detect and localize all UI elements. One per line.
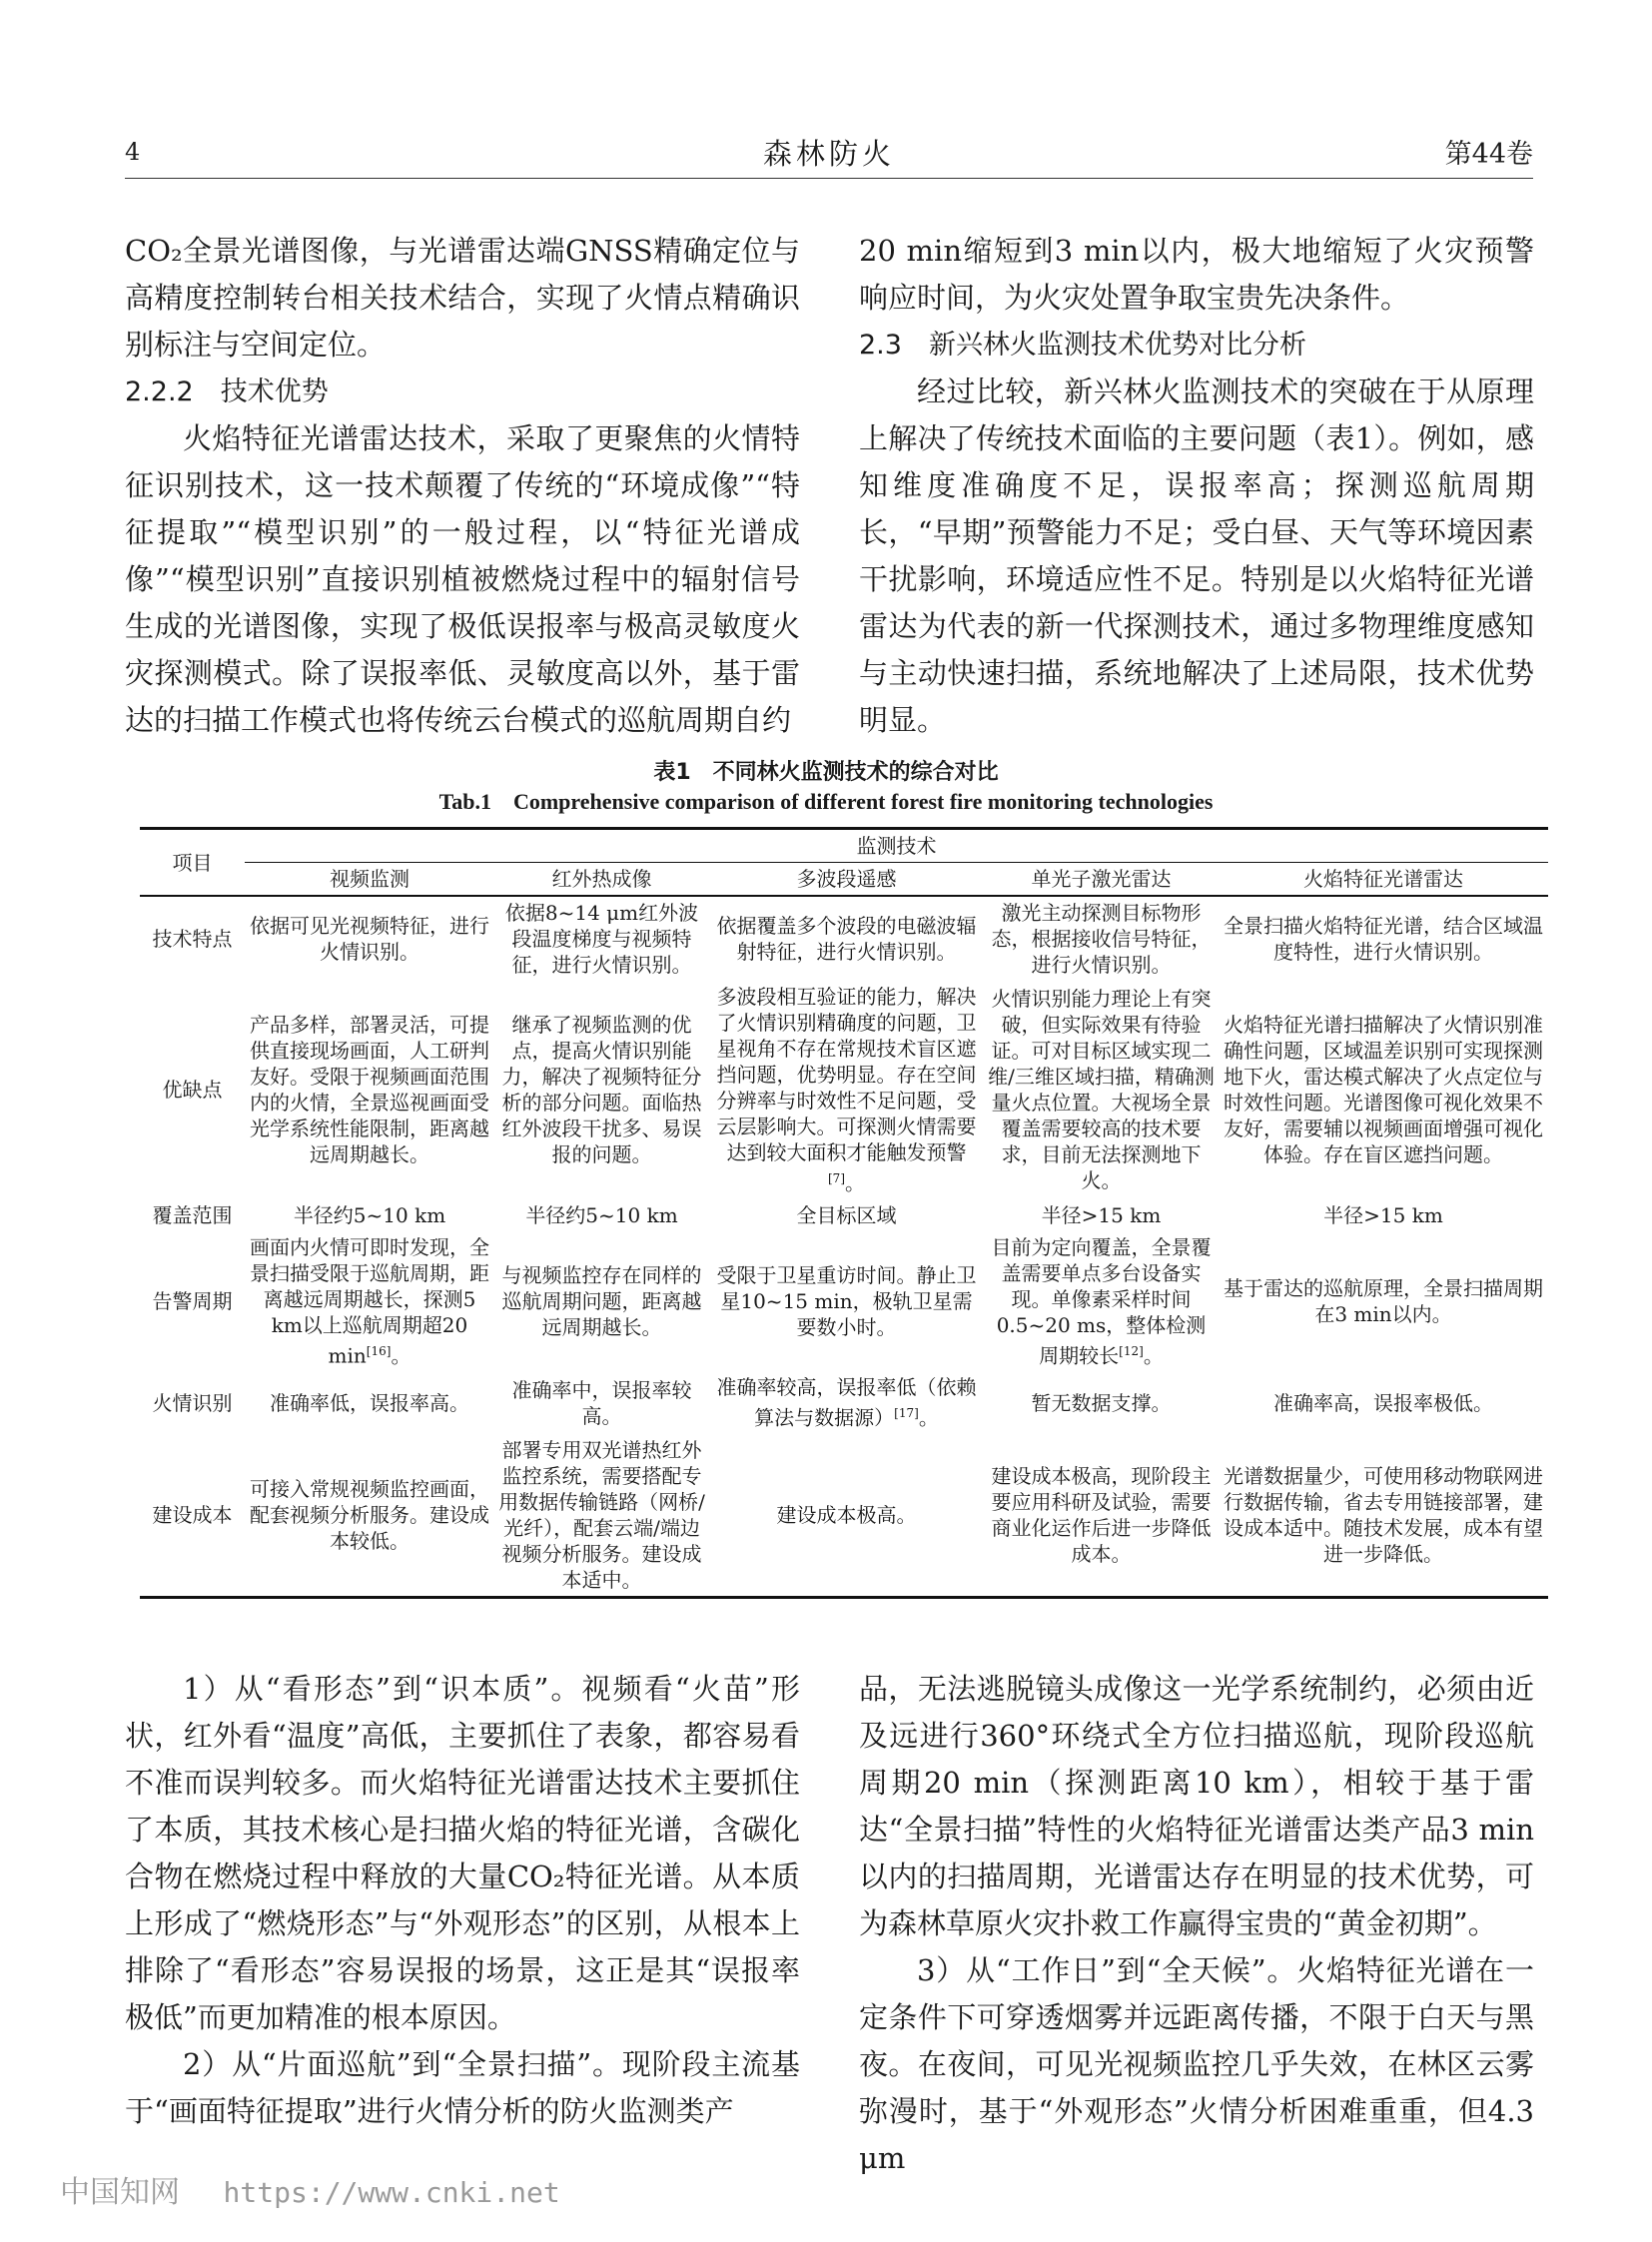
- table-cell: 受限于卫星重访时间。静止卫星10~15 min，极轨卫星需要数小时。: [716, 1262, 977, 1339]
- row-label: 技术特点: [152, 927, 233, 951]
- section-heading: 2.2.2 技术优势: [125, 376, 329, 407]
- paragraph: CO₂全景光谱图像，与光谱雷达端GNSS精确定位与高精度控制转台相关技术结合，实现了火情点精确识别标注与空间定位。: [125, 234, 800, 362]
- table-cell: 火情识别能力理论上有突破，但实际效果有待验证。可对目标区域实现二维/三维区域扫描，精确测量火点位置。大视场全景覆盖需要较高的技术要求，目前无法探测地下火。: [988, 987, 1215, 1193]
- table-cell: 准确率低，误报率高。: [270, 1390, 469, 1415]
- row-label: 覆盖范围: [152, 1202, 233, 1227]
- table-row: [140, 1199, 1548, 1231]
- table-cell: 部署专用双光谱热红外监控系统，需要搭配专用数据传输链路（网桥/光纤），配套云端/端边视频分析服务。建设成本适中。: [498, 1437, 705, 1592]
- table-cell: 准确率高，误报率极低。: [1273, 1390, 1493, 1415]
- table-row: [140, 1371, 1548, 1434]
- table-cell: 画面内火情可即时发现，全景扫描受限于巡航周期，距离越远周期越长，探测5 km以上巡航周期超20 min[16]。: [250, 1234, 489, 1368]
- table-row: [140, 1231, 1548, 1372]
- table-cell: 产品多样，部署灵活，可提供直接现场画面，人工研判友好。受限于视频画面范围内的火情，全景巡视画面受光学系统性能限制，距离越远周期越长。: [250, 1013, 489, 1167]
- table-cell: 建设成本极高，现阶段主要应用科研及试验，需要商业化运作后进一步降低成本。: [991, 1463, 1212, 1566]
- left-column-bottom: [125, 1666, 800, 2135]
- column-header: 红外热成像: [551, 867, 652, 891]
- row-label: 火情识别: [152, 1390, 233, 1415]
- table-cell: 依据覆盖多个波段的电磁波辐射特征，进行火情识别。: [716, 914, 977, 964]
- running-header: [125, 132, 1533, 172]
- table-caption-en: Tab.1 Comprehensive comparison of different forest fire monitoring technologies: [438, 789, 1214, 814]
- header-rule: [125, 178, 1533, 179]
- paragraph: 品，无法逃脱镜头成像这一光学系统制约，必须由近及远进行360°环绕式全方位扫描巡航，现阶段巡航周期20 min（探测距离10 km），相较于基于雷达“全景扫描”特性的火焰特征光谱雷达类产品3 min以内的扫描周期，光谱雷达存在明显的技术优势，可为森林草原火灾扑救工作赢得宝贵的“黄金初期”。: [859, 1672, 1534, 1940]
- table-cell: 半径约5~10 km: [293, 1202, 446, 1227]
- table-row: [140, 981, 1548, 1199]
- table-cell: 可接入常规视频监控画面，配套视频分析服务。建设成本较低。: [250, 1476, 489, 1553]
- paragraph: 20 min缩短到3 min以内，极大地缩短了火灾预警响应时间，为火灾处置争取宝贵先决条件。: [859, 234, 1534, 315]
- table-row: [140, 896, 1548, 981]
- table-cell: 半径约5~10 km: [525, 1202, 678, 1227]
- table-cell: 多波段相互验证的能力，解决了火情识别精确度的问题，卫星视角不存在常规技术盲区遮挡问题，优势明显。存在空间分辨率与时效性不足问题，受云层影响大。可探测火情需要达到较大面积才能触发预警[7]。: [716, 985, 977, 1195]
- table-cell: 半径>15 km: [1323, 1202, 1443, 1227]
- footer-watermark: [60, 2167, 560, 2211]
- column-header: 视频监测: [330, 867, 410, 891]
- right-column-bottom: [859, 1666, 1534, 2182]
- row-label: 建设成本: [152, 1502, 233, 1527]
- table-row: [140, 1434, 1548, 1598]
- column-header: 多波段遥感: [796, 867, 897, 891]
- cnki-logo-text: 中国知网: [60, 2175, 180, 2210]
- section-heading: 2.3 新兴林火监测技术优势对比分析: [859, 330, 1306, 361]
- table-cell: 火焰特征光谱扫描解决了火情识别准确性问题，区域温差识别可实现探测地下火，雷达模式解决了火点定位与时效性问题。光谱图像可视化效果不友好，需要辅以视频画面增强可视化体验。存在盲区遮挡问题。: [1224, 1013, 1543, 1167]
- comparison-table: [140, 827, 1548, 1599]
- journal-name: 森林防火: [762, 137, 895, 171]
- row-label: 优缺点: [162, 1078, 223, 1103]
- table-cell: 基于雷达的巡航原理，全景扫描周期在3 min以内。: [1224, 1275, 1543, 1326]
- column-header: 单光子激光雷达: [1031, 867, 1172, 891]
- volume-label: 第44卷: [1444, 139, 1533, 170]
- right-column-top: [859, 228, 1534, 744]
- table-cell: 全目标区域: [796, 1202, 897, 1227]
- table-cell: 全景扫描火焰特征光谱，结合区域温度特性，进行火情识别。: [1224, 914, 1543, 964]
- table-cell: 光谱数据量少，可使用移动物联网进行数据传输，省去专用链接部署，建设成本适中。随技术发展，成本有望进一步降低。: [1224, 1463, 1543, 1566]
- table-cell: 暂无数据支撑。: [1031, 1390, 1172, 1415]
- table-caption-cn: 表1 不同林火监测技术的综合对比: [653, 760, 999, 785]
- paragraph: 1）从“看形态”到“识本质”。视频看“火苗”形状，红外看“温度”高低，主要抓住了表象，都容易看不准而误判较多。而火焰特征光谱雷达技术主要抓住了本质，其技术核心是扫描火焰的特征光谱，含碳化合物在燃烧过程中释放的大量CO₂特征光谱。从本质上形成了“燃烧形态”与“外观形态”的区别，从根本上排除了“看形态”容易误报的场景，这正是其“误报率极低”而更加精准的根本原因。: [125, 1672, 800, 2034]
- table-cell: 与视频监控存在同样的巡航周期问题，距离越远周期越长。: [501, 1262, 702, 1339]
- group-header: 监测技术: [245, 829, 1548, 863]
- table-cell: 建设成本极高。: [776, 1502, 917, 1527]
- table-cell: 半径>15 km: [1041, 1202, 1162, 1227]
- paragraph: 3）从“工作日”到“全天候”。火焰特征光谱在一定条件下可穿透烟雾并远距离传播，不限于白天与黑夜。在夜间，可见光视频监控几乎失效，在林区云雾弥漫时，基于“外观形态”火情分析困难重重，但4.3 μm: [859, 1953, 1534, 2175]
- table-cell: 准确率中，误报率较高。: [511, 1377, 692, 1428]
- paragraph: 经过比较，新兴林火监测技术的突破在于从原理上解决了传统技术面临的主要问题（表1）。例如，感知维度准确度不足，误报率高；探测巡航周期长，“早期”预警能力不足；受白昼、天气等环境因素干扰影响，环境适应性不足。特别是以火焰特征光谱雷达为代表的新一代探测技术，通过多物理维度感知与主动快速扫描，系统地解决了上述局限，技术优势明显。: [859, 374, 1534, 737]
- table-cell: 依据8~14 μm红外波段温度梯度与视频特征，进行火情识别。: [504, 901, 699, 977]
- paragraph: 2）从“片面巡航”到“全景扫描”。现阶段主流基于“画面特征提取”进行火情分析的防火监测类产: [125, 2047, 800, 2128]
- table-cell: 继承了视频监测的优点，提高火情识别能力，解决了视频特征分析的部分问题。面临热红外波段干扰多、易误报的问题。: [501, 1013, 702, 1167]
- item-header: 项目: [140, 829, 245, 897]
- table-cell: 激光主动探测目标物形态，根据接收信号特征，进行火情识别。: [991, 901, 1212, 977]
- page-number: 4: [125, 138, 141, 166]
- footer-url[interactable]: https://www.cnki.net: [223, 2176, 560, 2209]
- row-label: 告警周期: [152, 1288, 233, 1313]
- left-column-top: [125, 228, 800, 744]
- table-cell: 准确率较高，误报率低（依赖算法与数据源）[17]。: [716, 1375, 977, 1430]
- table-cell: 目前为定向覆盖，全景覆盖需要单点多台设备实现。单像素采样时间0.5~20 ms，整体检测周期较长[12]。: [991, 1234, 1212, 1368]
- table-cell: 依据可见光视频特征，进行火情识别。: [250, 914, 489, 964]
- column-header: 火焰特征光谱雷达: [1303, 867, 1463, 891]
- paragraph: 火焰特征光谱雷达技术，采取了更聚焦的火情特征识别技术，这一技术颠覆了传统的“环境成像”“特征提取”“模型识别”的一般过程，以“特征光谱成像”“模型识别”直接识别植被燃烧过程中的辐射信号生成的光谱图像，实现了极低误报率与极高灵敏度火灾探测模式。除了误报率低、灵敏度高以外，基于雷达的扫描工作模式也将传统云台模式的巡航周期自约: [125, 421, 800, 737]
